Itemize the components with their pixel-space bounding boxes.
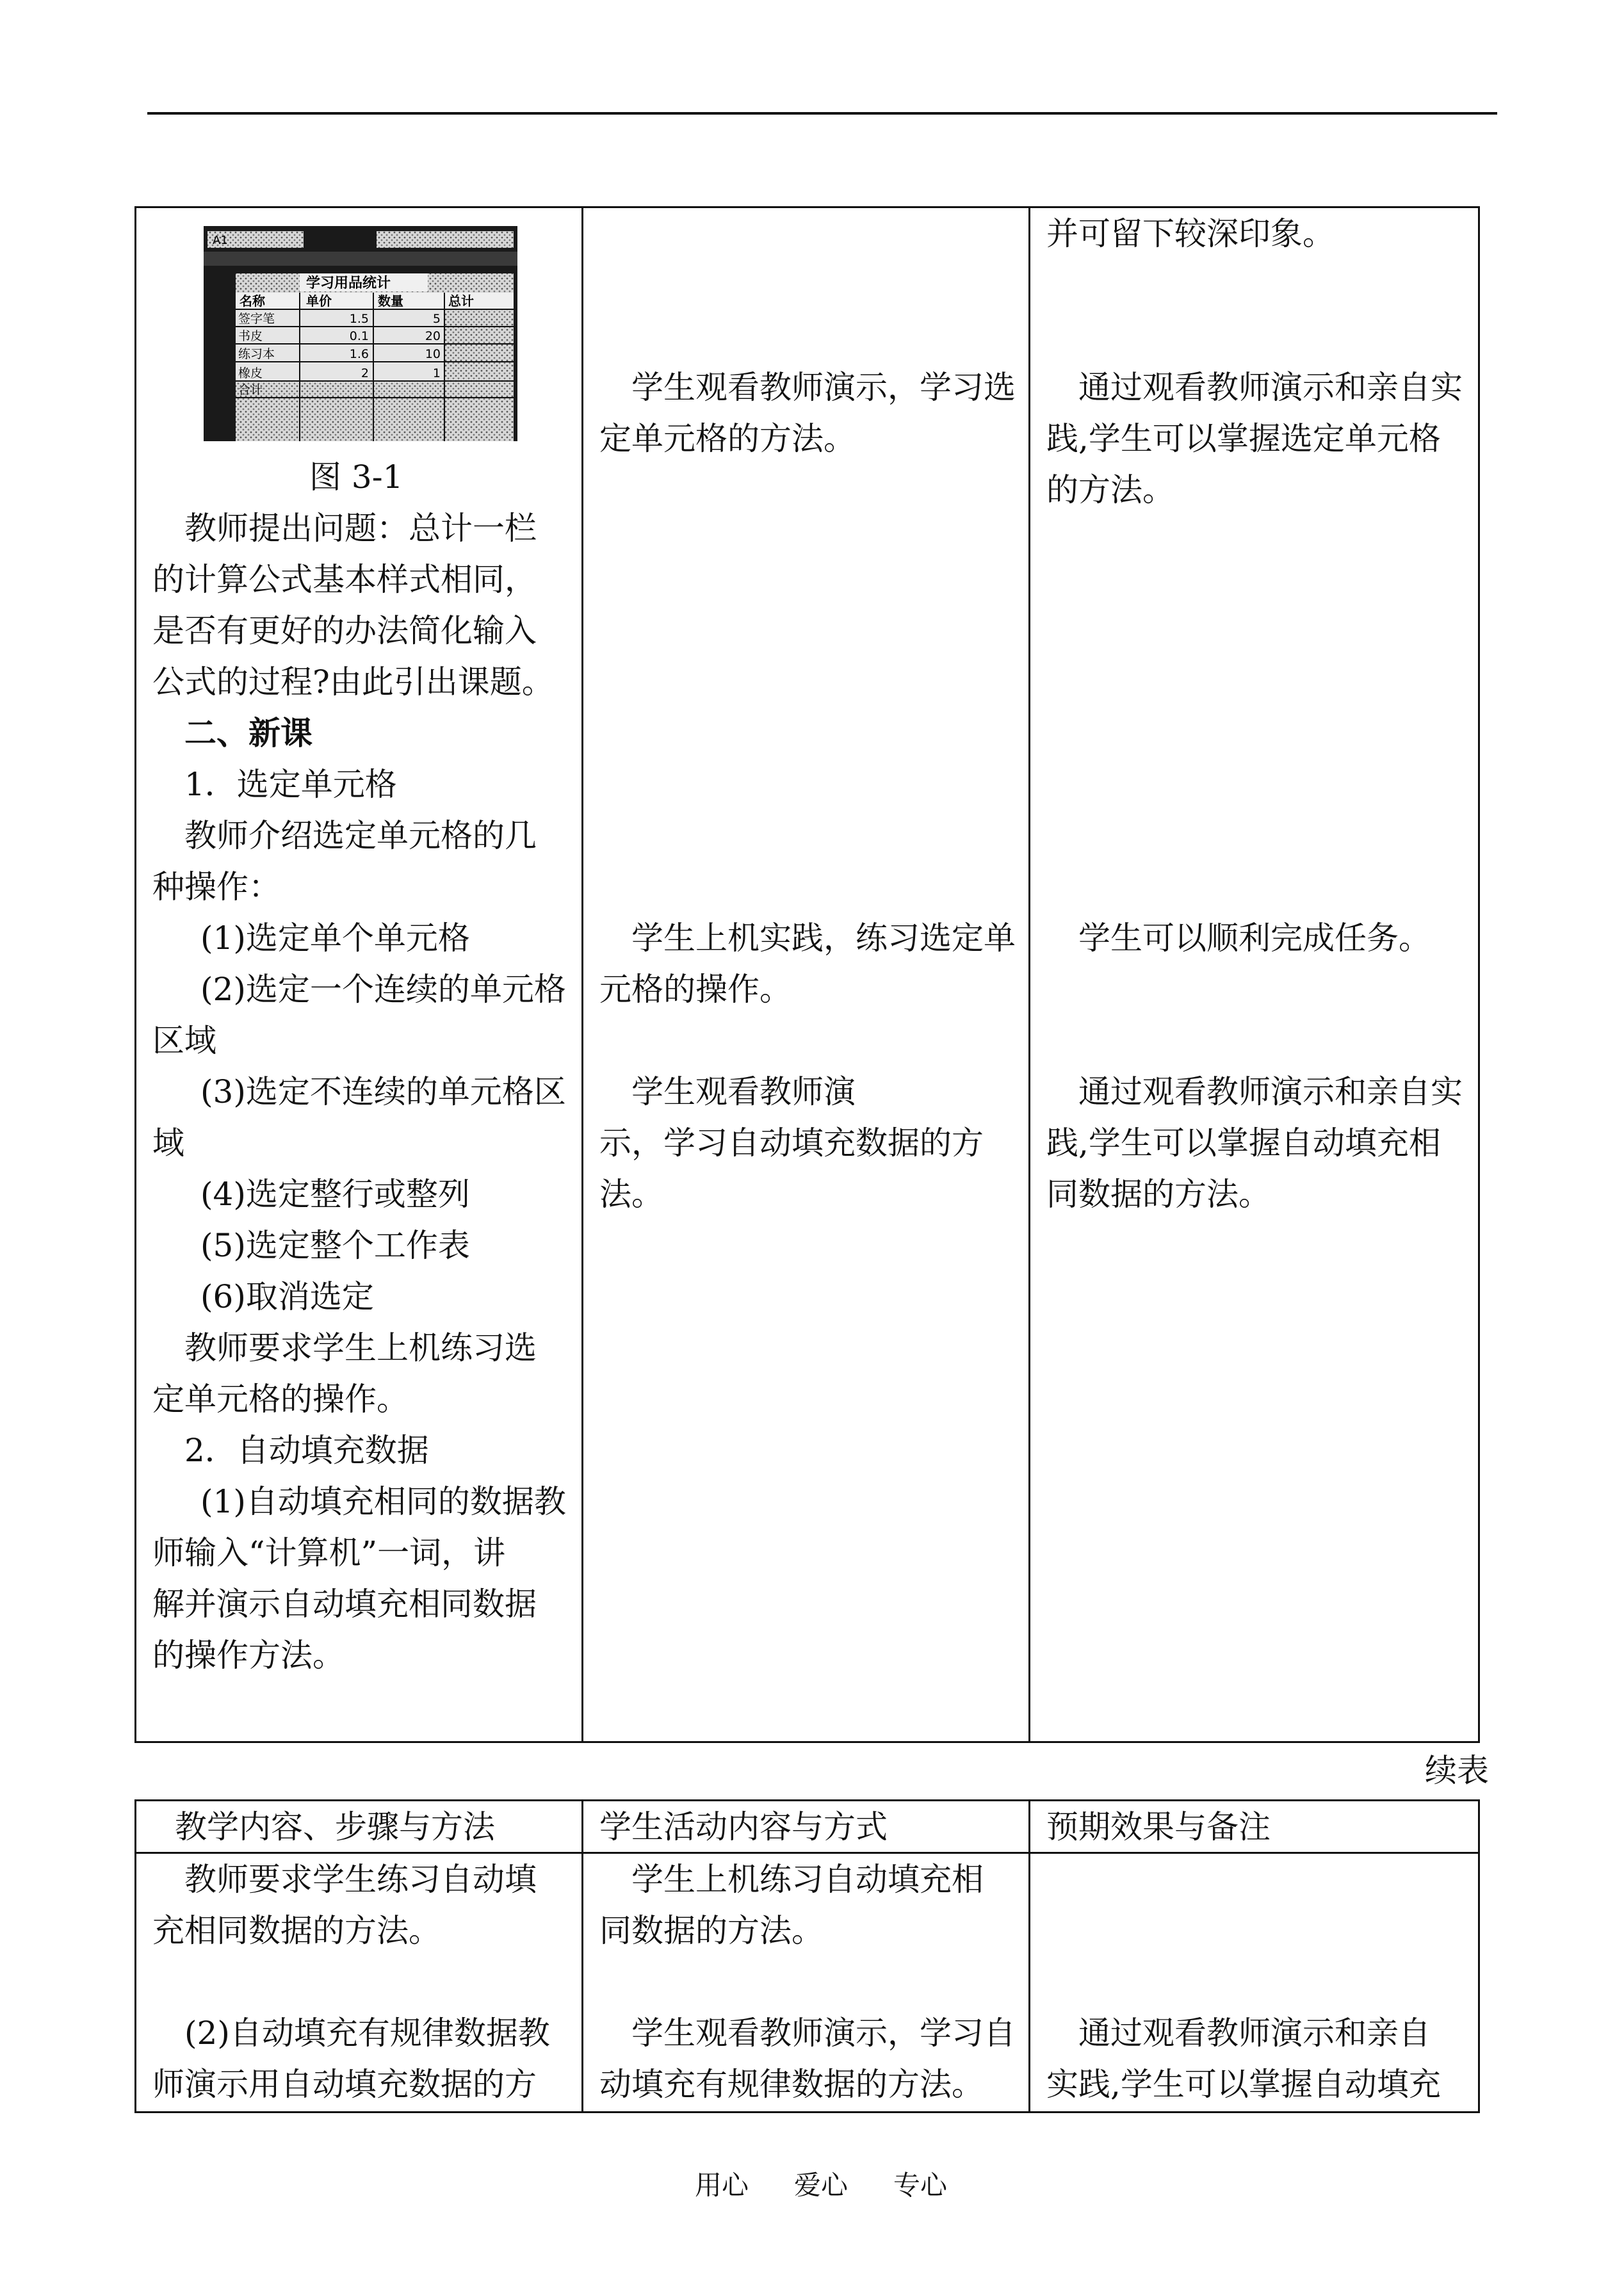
text-line: 的计算公式基本样式相同， [152,561,537,598]
column-header-text: 学生活动内容与方式 [599,1808,888,1845]
figure-row-price: 1.5 [349,312,369,326]
teaching-content-cell [136,207,583,1742]
text-line: 学生上机实践，练习选定单 [631,920,1016,957]
text-line: 的操作方法。 [152,1637,345,1674]
figure-caption: 图 3-1 [309,458,403,496]
column-header [1030,1801,1479,1853]
subsection-heading: 2．自动填充数据 [184,1432,429,1469]
text-line: 的方法。 [1046,471,1174,508]
footer-text: 爱心 [794,2169,849,2201]
text-line: 师演示用自动填充数据的方 [152,2066,537,2103]
column-header [136,1801,583,1853]
figure-row-qty: 10 [425,347,441,361]
expected-effect-cell [1030,1853,1479,2113]
figure-row-name: 签字笔 [238,312,275,326]
figure-row-name: 练习本 [238,347,275,361]
text-line: 是否有更好的办法简化输入 [152,612,537,649]
header-rule [147,112,1497,115]
figure-total-label: 合计 [238,383,263,397]
name-box-text: A1 [213,234,228,247]
text-line: 通过观看教师演示和亲自 [1078,2015,1431,2052]
text-line: 教师要求学生练习自动填 [184,1861,537,1898]
text-line: 法。 [599,1176,663,1213]
figure-row-price: 2 [361,366,369,380]
figure-row-price: 1.6 [349,347,369,361]
list-item: (2)选定一个连续的单元格 [200,971,566,1008]
column-header-text: 预期效果与备注 [1046,1808,1271,1845]
figure-header-price: 单价 [306,293,332,309]
text-line: 元格的操作。 [599,971,792,1008]
text-line: 实践,学生可以掌握自动填充 [1046,2066,1441,2103]
text-line: 学生可以顺利完成任务。 [1078,920,1431,957]
column-header [583,1801,1030,1853]
text-line: 践,学生可以掌握选定单元格 [1046,420,1441,457]
figure-row-qty: 5 [432,312,441,326]
text-line: 学生观看教师演示，学习选 [631,369,1016,406]
text-line: 并可留下较深印象。 [1046,215,1335,252]
spreadsheet-figure [204,226,517,441]
figure-header-qty: 数量 [378,293,403,309]
subsection-heading: 1．选定单元格 [184,766,397,803]
text-line: 教师提出问题：总计一栏 [184,510,537,547]
figure-header-total: 总计 [448,293,474,309]
section-heading: 二、新课 [184,714,313,752]
text-line: 通过观看教师演示和亲自实 [1078,1073,1463,1110]
list-item: (6)取消选定 [200,1278,374,1315]
list-item: (1)自动填充相同的数据教 [200,1483,566,1520]
list-item: (3)选定不连续的单元格区 [200,1073,566,1110]
text-line: 充相同数据的方法。 [152,1912,441,1949]
text-line: 动填充有规律数据的方法。 [599,2066,984,2103]
text-line: 区域 [152,1022,216,1059]
student-activity-cell [583,1853,1030,2113]
text-line: 学生观看教师演示，学习自 [631,2015,1016,2052]
footer-text: 专心 [893,2169,948,2201]
text-line: 通过观看教师演示和亲自实 [1078,369,1463,406]
figure-row-name: 书皮 [238,329,263,343]
text-line: 域 [152,1124,184,1162]
text-line: 教师介绍选定单元格的几 [184,817,537,854]
footer-text: 用心 [695,2169,749,2201]
figure-title: 学习用品统计 [306,275,391,291]
expected-effect-cell [1030,207,1479,1742]
figure-row-qty: 1 [432,366,441,380]
text-line: 同数据的方法。 [599,1912,824,1949]
list-item: (4)选定整行或整列 [200,1176,470,1213]
text-line: 定单元格的操作。 [152,1381,409,1418]
continued-label: 续表 [1425,1752,1489,1789]
student-activity-cell [583,207,1030,1742]
text-line: 公式的过程?由此引出课题。 [152,663,554,701]
list-item: (5)选定整个工作表 [200,1227,470,1264]
text-line: 示，学习自动填充数据的方 [599,1124,984,1162]
column-header-text: 教学内容、步骤与方法 [175,1808,495,1845]
text-line: 学生上机练习自动填充相 [631,1861,984,1898]
figure-row-price: 0.1 [349,329,369,343]
teaching-content-cell [136,1853,583,2113]
lesson-table [134,206,1480,1743]
text-line: 定单元格的方法。 [599,420,856,457]
text-line: 学生观看教师演 [631,1073,856,1110]
list-item: (1)选定单个单元格 [200,920,470,957]
figure-row-name: 橡皮 [238,366,263,380]
text-line: 践,学生可以掌握自动填充相 [1046,1124,1441,1162]
text-line: 种操作： [152,868,280,905]
figure-header-name: 名称 [240,293,265,309]
figure-row-qty: 20 [425,329,441,343]
text-line: 师输入“计算机”一词，讲 [152,1534,506,1571]
lesson-table-continued [134,1799,1480,2113]
text-line: 同数据的方法。 [1046,1176,1271,1213]
text-line: 解并演示自动填充相同数据 [152,1585,537,1623]
text-line: (2)自动填充有规律数据教 [184,2015,550,2052]
text-line: 教师要求学生上机练习选 [184,1329,537,1366]
